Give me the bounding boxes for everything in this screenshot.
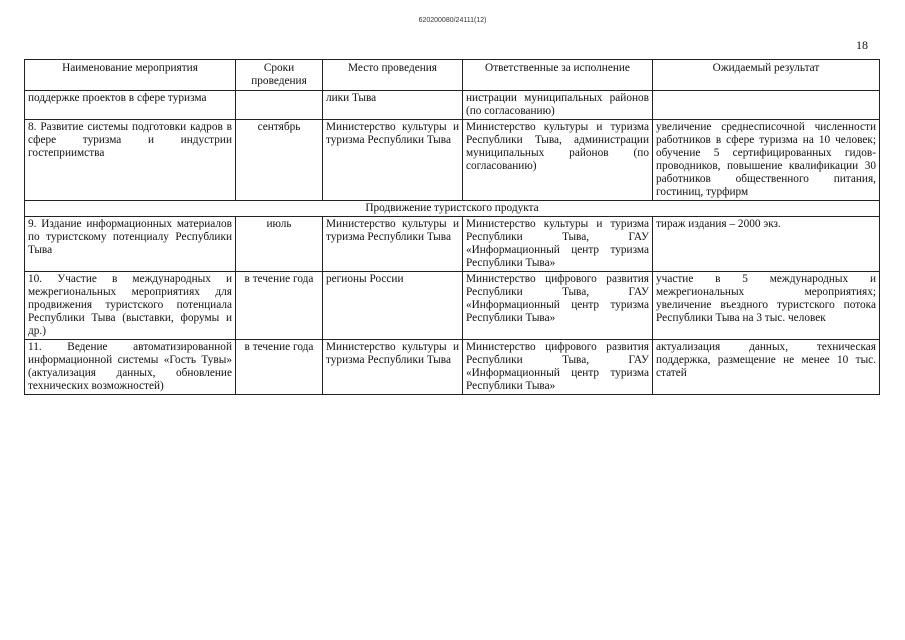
cell-responsible: Министерство культуры и туризма Республики Тыва, администрации муниципальных районов (по согласованию) — [463, 120, 653, 201]
page-number: 18 — [856, 38, 868, 52]
cell-responsible: Министерство культуры и туризма Республики Тыва, ГАУ «Информационный центр туризма Республики Тыва» — [463, 217, 653, 272]
header-period: Сроки проведения — [236, 60, 323, 91]
events-table — [24, 59, 880, 395]
cell-responsible: Министерство цифрового развития Республики Тыва, ГАУ «Информационный центр туризма Республики Тыва» — [463, 272, 653, 340]
cell-place: регионы России — [323, 272, 463, 340]
cell-period: в течение года — [236, 340, 323, 395]
cell-result — [653, 91, 880, 120]
cell-responsible: нистрации муниципальных районов (по согласованию) — [463, 91, 653, 120]
header-event-name: Наименование мероприятия — [25, 60, 236, 91]
cell-place: Министерство культуры и туризма Республики Тыва — [323, 120, 463, 201]
cell-event-name: 10. Участие в международных и межрегиональных мероприятиях для продвижения туристского потенциала Республики Тыва (выставки, форумы и др.) — [25, 272, 236, 340]
header-responsible: Ответственные за исполнение — [463, 60, 653, 91]
cell-result: участие в 5 международных и межрегиональных мероприятиях; увеличение въездного туристского потока Республики Тыва на 3 тыс. человек — [653, 272, 880, 340]
cell-event-name: поддержке проектов в сфере туризма — [25, 91, 236, 120]
table-row — [25, 120, 880, 201]
cell-event-name: 11. Ведение автоматизированной информационной системы «Гость Тувы» (актуализация данных, обновление технических возможностей) — [25, 340, 236, 395]
cell-place: Министерство культуры и туризма Республики Тыва — [323, 340, 463, 395]
table-row — [25, 217, 880, 272]
document-code: 620200080/24111(12) — [418, 17, 487, 24]
cell-result: актуализация данных, техническая поддержка, размещение не менее 10 тыс. статей — [653, 340, 880, 395]
table-row — [25, 91, 880, 120]
cell-place: Министерство культуры и туризма Республики Тыва — [323, 217, 463, 272]
header-result: Ожидаемый результат — [653, 60, 880, 91]
table-row — [25, 340, 880, 395]
header-place: Место проведения — [323, 60, 463, 91]
cell-event-name: 8. Развитие системы подготовки кадров в сфере туризма и индустрии гостеприимства — [25, 120, 236, 201]
table-row — [25, 272, 880, 340]
cell-period: июль — [236, 217, 323, 272]
cell-result: тираж издания – 2000 экз. — [653, 217, 880, 272]
cell-period: в течение года — [236, 272, 323, 340]
cell-event-name: 9. Издание информационных материалов по туристскому потенциалу Республики Тыва — [25, 217, 236, 272]
cell-period: сентябрь — [236, 120, 323, 201]
cell-place: лики Тыва — [323, 91, 463, 120]
cell-responsible: Министерство цифрового развития Республики Тыва, ГАУ «Информационный центр туризма Республики Тыва» — [463, 340, 653, 395]
cell-result: увеличение среднесписочной численности работников в сфере туризма на 10 человек; обучение 5 сертифицированных гидов-проводников, повышение квалификации 30 работников общественного питания, гостиниц, турфирм — [653, 120, 880, 201]
table-header-row — [25, 60, 880, 91]
section-title: Продвижение туристского продукта — [25, 201, 880, 217]
cell-period — [236, 91, 323, 120]
section-row — [25, 201, 880, 217]
